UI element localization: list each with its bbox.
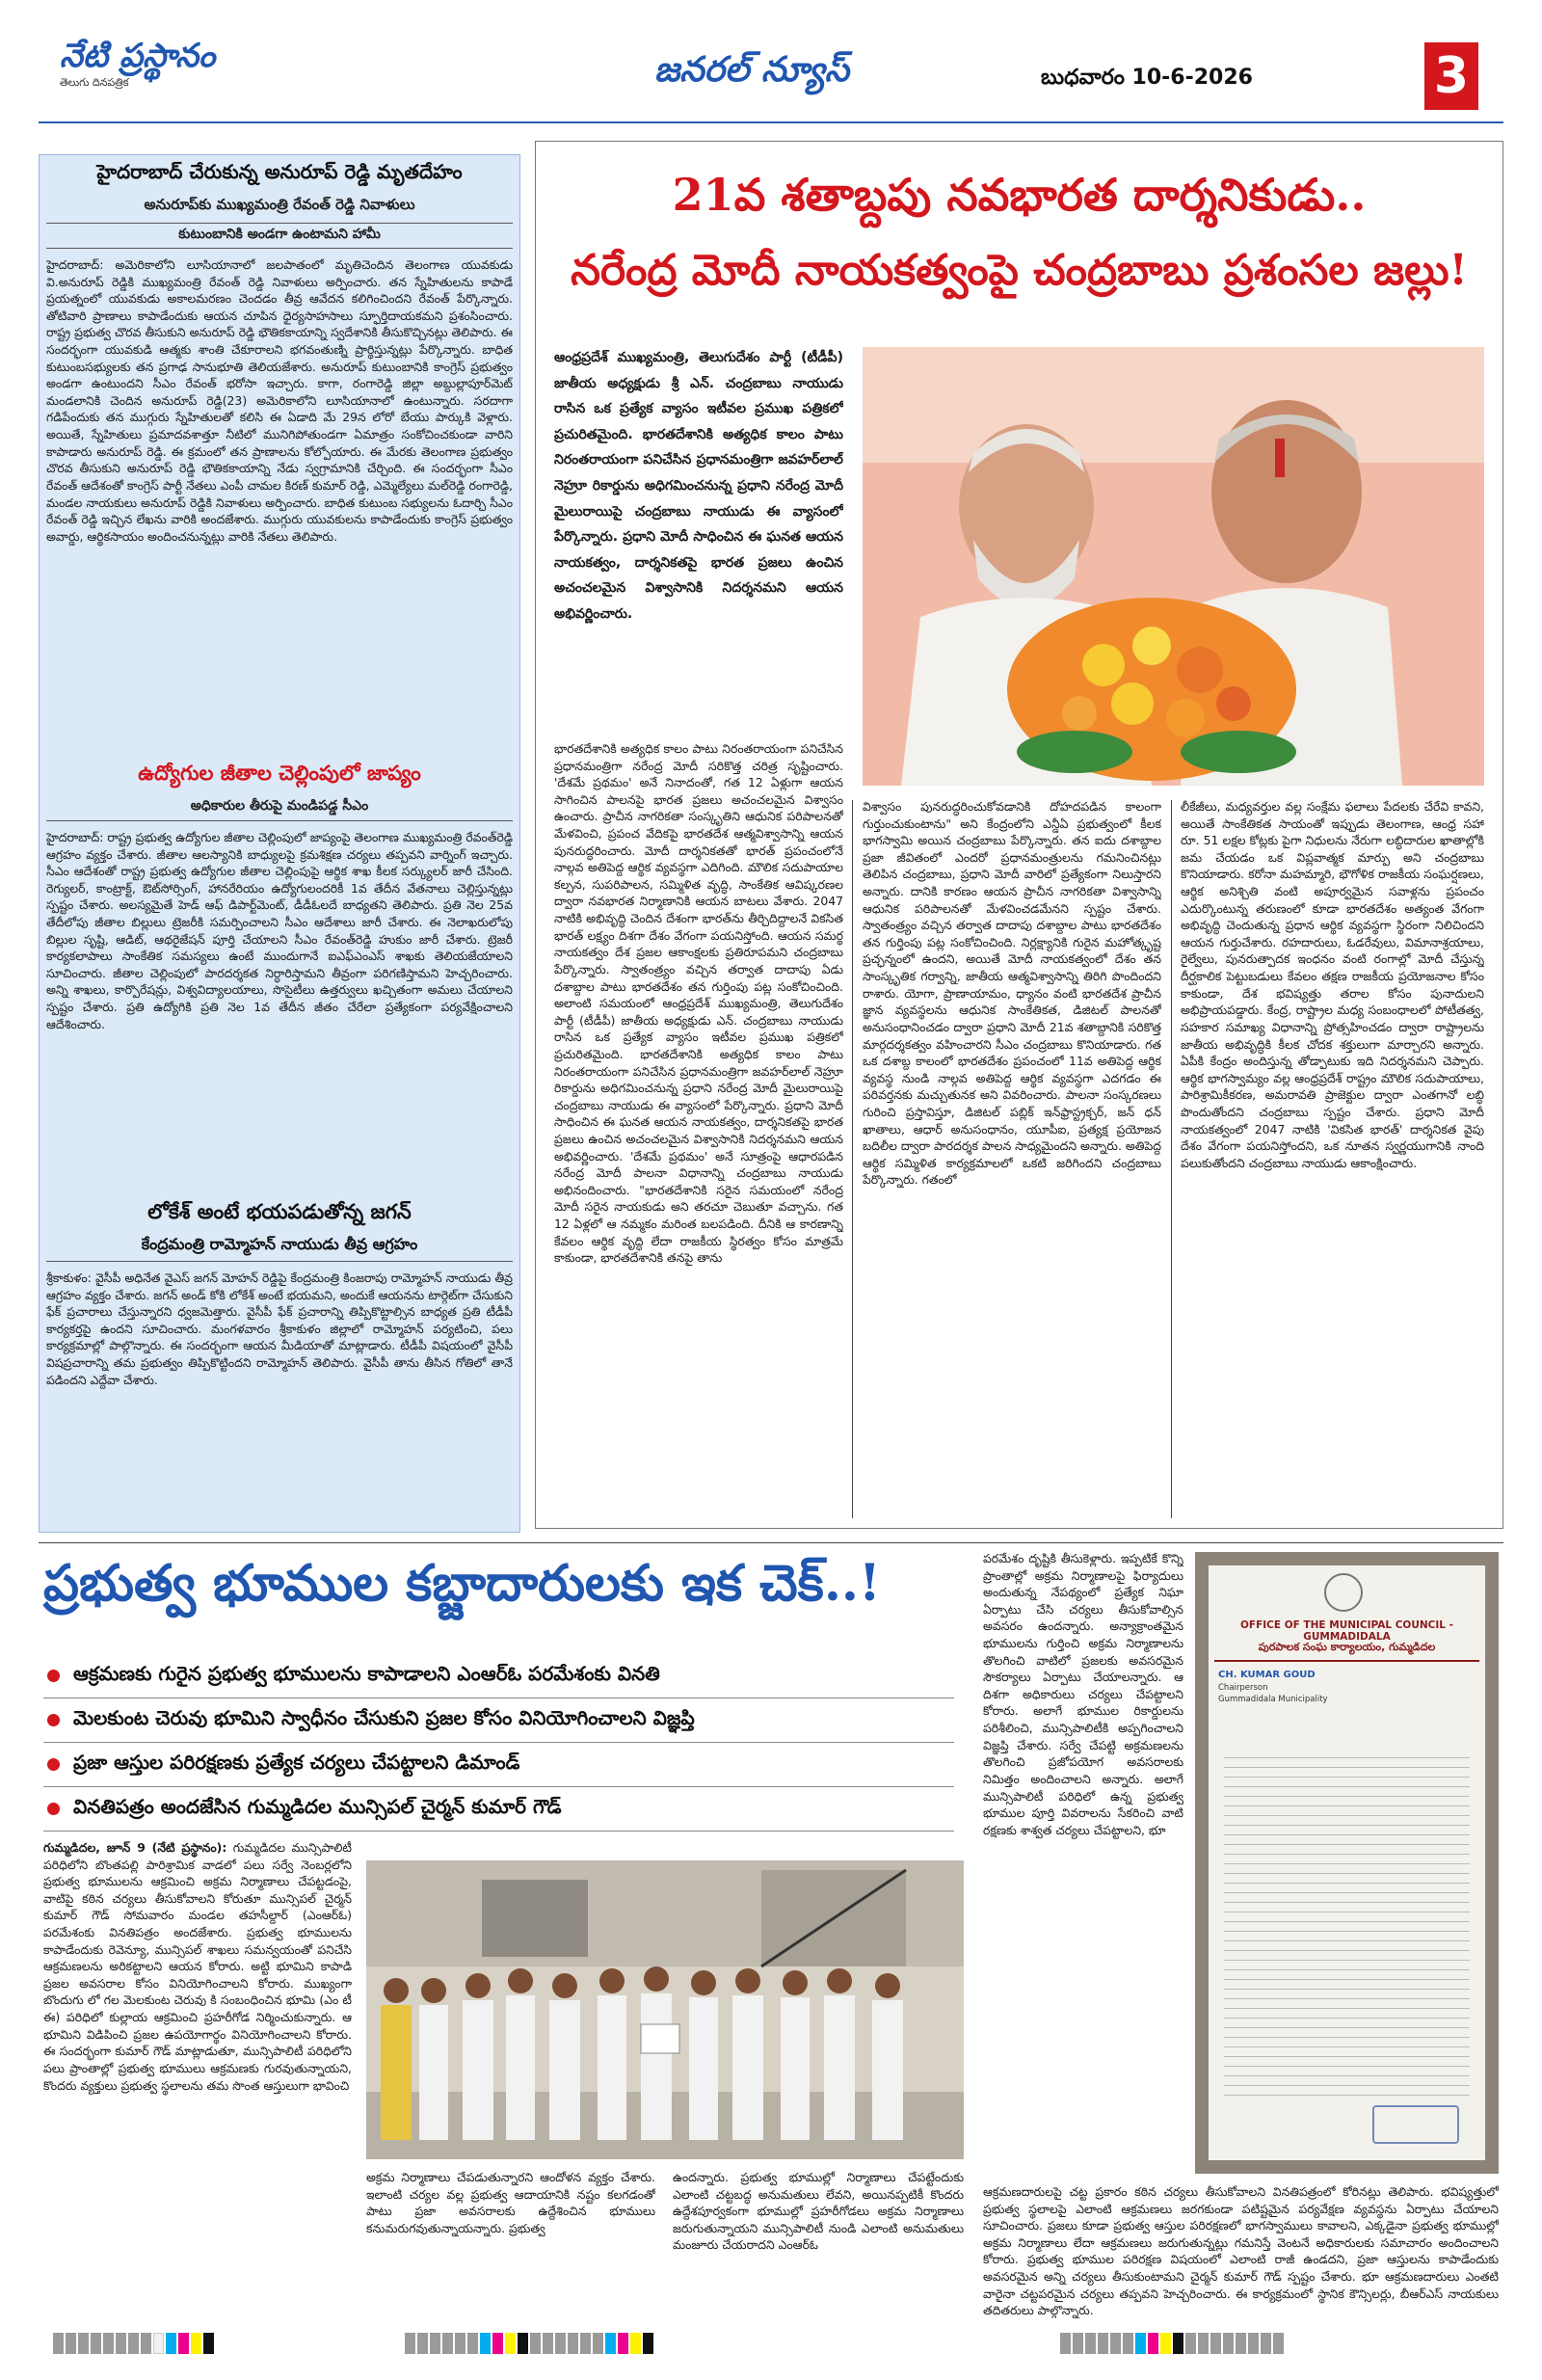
land-right-col-top: పరమేశం దృష్టికి తీసుకెళ్లారు. ఇప్పటికే కొన్ని ప్రాంతాల్లో అక్రమ నిర్మాణాలపై ఫిర్యాదులు అందుతున్న నేపథ్యంలో ప్రత్యేక నిఘా ఏర్పాటు చేసి చర్యలు తీసుకోవాల్సిన అవసరం ఉందన్నారు. అన్యాక్రాంతమైన భూములను గుర్తించి అక్రమ నిర్మాణాలను తొలగించి వాటిలో ప్రజలకు అవసరమైన సౌకర్యాలు ఏర్పాటు చేయాలన్నారు. ఆ దిశగా అధికారులు చర్యలు చేపట్టాలని కోరారు. అలాగే భూముల రికార్డులను పరిశీలించి, మున్సిపాలిటీకి అప్పగించాలని విజ్ఞప్తి చేశారు. సర్వే చేపట్టి అక్రమణలను తొలగించి ప్రజోపయోగ అవసరాలకు నిమిత్తం అందించాలని అన్నారు. అలాగే మున్సిపాలిటీ పరిధిలో ఉన్న ప్రభుత్వ భూముల పూర్తి వివరాలను సేకరించి వాటి రక్షణకు శాశ్వత చర్యలు చేపట్టాలని, భూ	[983, 1551, 1183, 1837]
bullet-text: ప్రజా ఆస్తుల పరిరక్షణకు ప్రత్యేక చర్యలు చేపట్టాలని డిమాండ్	[73, 1751, 520, 1774]
story3	[46, 1200, 513, 1511]
story2-headline: ఉద్యోగుల జీతాల చెల్లింపులో జాప్యం	[138, 762, 421, 785]
story2	[46, 762, 513, 1181]
bullet-dot-icon	[47, 1758, 60, 1771]
lead-headline2: నరేంద్ర మోదీ నాయకత్వంపై చంద్రబాబు ప్రశంసల జల్లు!	[571, 246, 1468, 295]
lead-headline1: 21వ శతాబ్దపు నవభారత దార్శనికుడు..	[672, 169, 1367, 221]
letter-designation: Chairperson	[1218, 1683, 1268, 1693]
page-date: బుధవారం 10-6-2026	[1041, 66, 1253, 90]
lead-col2: విశ్వాసం పునరుద్ధరించుకోవడానికి దోహదపడిన కాలంగా గుర్తుంచుకుంటాను" అని కేంద్రంలోని ఎన్డీఏ ప్రభుత్వంలో కీలక భాగస్వామి అయిన చంద్రబాబు పేర్కొన్నారు. తన ఐదు దశాబ్దాల ప్రజా జీవితంలో ఎందరో ప్రధానమంత్రులను గమనించినట్లు తెలిపిన చంద్రబాబు, ప్రధాని మోదీ వారిలో ప్రత్యేకంగా నిలుస్తారని అన్నారు. దానికి కారణం ఆయన ప్రాచీన నాగరికతా విశ్వాసాన్ని ఆధునిక పరిపాలనతో మేళవించడమేనని స్పష్టం చేశారు. స్వాతంత్ర్యం వచ్చిన తర్వాత దాదాపు దశాబ్దాల పాటు భారతదేశం తన గుర్తింపు పట్ల సంకోచించింది. నిర్లక్ష్యానికి గురైన మహోత్కృష్ట ప్రచ్ఛన్నంలో ఉందని, అయితే మోదీ నాయకత్వంలో దేశం తన సాంస్కృతిక గర్వాన్ని, జాతీయ ఆత్మవిశ్వాసాన్ని తిరిగి పొందిందని రాశారు. యోగా, ప్రాణాయామం, ధ్యానం వంటి భారతదేశ ప్రాచీన జ్ఞాన వ్యవస్థలను ఆధునిక సాంకేతికత, డిజిటల్ పాలనతో అనుసంధానించడం ద్వారా ప్రధాని మోదీ 21వ శతాబ్దానికి సరికొత్త మార్గదర్శకత్వం వహించారని సీఎం చంద్రబాబు కొనియాడారు. గత ఒక దశాబ్ద కాలంలో భారతదేశం ప్రపంచంలో 11వ అతిపెద్ద ఆర్థిక వ్యవస్థ నుండి నాల్గవ అతిపెద్ద ఆర్థిక వ్యవస్థగా ఎదగడం ఈ పరివర్తనకు మచ్చుతునక అని వివరించారు. పాలనా సంస్కరణలు గురించి ప్రస్తావిస్తూ, డిజిటల్ పబ్లిక్ ఇన్‌ఫ్రాస్ట్రక్చర్, జన్ ధన్ ఖాతాలు, ఆధార్ అనుసంధానం, యూపీఐ, ప్రత్యక్ష ప్రయోజన బదిలీల ద్వారా పారదర్శక పాలన సాధ్యమైందని అన్నారు. అతిపెద్ద ఆర్థిక సమ్మిళిత కార్యక్రమాలలో ఒకటి జరిగిందని చంద్రబాబు పేర్కొన్నారు. గతంలో	[863, 799, 1161, 1188]
masthead	[0, 0, 1542, 135]
story3-headline: లోకేశ్ అంటే భయపడుతోన్న జగన్	[147, 1200, 412, 1223]
bullet-dot-icon	[47, 1670, 60, 1682]
photo-illustration	[863, 347, 1484, 786]
bullet-text: వినతిపత్రం అందజేసిన గుమ్మడిదల మున్సిపల్ చైర్మన్ కుమార్ గౌడ్	[73, 1795, 562, 1818]
group-photo-caption-left: అక్రమ నిర్మాణాలు చేపడుతున్నారని ఆందోళన వ్యక్తం చేశారు. ఇలాంటి చర్యల వల్ల ప్రభుత్వ ఆదాయానికి నష్టం కలగడంతో పాటు ప్రజా అవసరాలకు ఉద్దేశించిన భూములు కనుమరుగవుతున్నాయన్నారు. ప్రభుత్వ	[366, 2170, 655, 2235]
land-bullet-1	[43, 1654, 954, 1698]
land-left-body: గుమ్మడిదల మున్సిపాలిటీ పరిధిలోని బొంతపల్లి పారిశ్రామిక వాడలో పలు సర్వే నెంబర్లలోని ప్రభుత్వ భూములను ఆక్రమించి అక్రమ నిర్మాణాలు చేపట్టడంపై, వాటిపై కఠిన చర్యలు తీసుకోవాలని కోరుతూ మున్సిపల్ చైర్మన్ కుమార్ గౌడ్ సోమవారం మండల తహసీల్దార్ (ఎంఆర్ఓ) పరమేశంకు వినతిపత్రం అందజేశారు. ప్రభుత్వ భూములను కాపాడేందుకు రెవెన్యూ, మున్సిపల్ శాఖలు సమన్వయంతో పనిచేసి ఆక్రమణలను అరికట్టాలని ఆయన కోరారు. అట్టి భూమిని కాపాడి ప్రజల అవసరాల కోసం వినియోగించాలని కోరారు. ముఖ్యంగా బొందుగు లో గల మెలకుంట చెరువు కి సంబంధించిన భూమి (ఎం టీ ఈ) పరిధిలో కుల్లాయ ఆక్రమించి ప్రహరీగోడ నిర్మించుకున్నారు. ఆ భూమిని విడిపించి ప్రజల ఉపయోగార్థం వినియోగించాలని కోరారు. ఈ సందర్భంగా కుమార్ గౌడ్ మాట్లాడుతూ, మున్సిపాలిటీ పరిధిలోని పలు ప్రాంతాల్లో ప్రభుత్వ భూములు ఆక్రమణకు గురవుతున్నాయని, కొందరు వ్యక్తులు ప్రభుత్వ స్థలాలను తమ సొంత ఆస్తులుగా భావించి	[43, 1840, 352, 2093]
story1-body: హైదరాబాద్: అమెరికాలోని లూసియానాలో జలపాతంలో మృతిచెందిన తెలంగాణ యువకుడు వి.అనురూప్ రెడ్డికి ముఖ్యమంత్రి రేవంత్ రెడ్డి నివాళులు అర్పించారు. తన స్నేహితులను కాపాడే ప్రయత్నంలో యువకుడు అకాలమరణం చెందడం తీవ్ర ఆవేదన కలిగించిందని రేవంత్ పేర్కొన్నారు. తోటివారి ప్రాణాలు కాపాడేందుకు ఆయన చూపిన ధైర్యసాహసాలు స్ఫూర్తిదాయకమని ప్రశంసించారు. రాష్ట్ర ప్రభుత్వ చొరవ తీసుకుని అనురూప్ రెడ్డి భౌతికకాయాన్ని స్వదేశానికి తీసుకొచ్చినట్లు తెలిపారు. ఈ సందర్భంగా యువకుడి ఆత్మకు శాంతి చేకూరాలని భగవంతుణ్ని ప్రార్థిస్తున్నట్లు పేర్కొన్నారు. బాధిత కుటుంబసభ్యులకు తన ప్రగాఢ సానుభూతి తెలియజేశారు. అనురూప్ కుటుంబానికి కాంగ్రెస్ ప్రభుత్వం అండగా ఉంటుందని సీఎం రేవంత్ భరోసా ఇచ్చారు. కాగా, రంగారెడ్డి జిల్లా అబ్దుల్లాపూర్‌మెట్ మండలానికి చెందిన అనురూప్ రెడ్డి(23) అమెరికాలోని లూసియానాలో ఉంటున్నారు. సరదాగా గడిపేందుకు తన ముగ్గురు స్నేహితులతో కలిసి ఈ ఏడాది మే 29న లోరో బేయు పార్కుకి వెళ్లారు. అయితే, స్నేహితులు ప్రమాదవశాత్తూ నీటిలో మునిగిపోతుండగా ఏమాత్రం సంకోచించకుండా వారిని కాపాడారు అనురూప్ రెడ్డి. ఈ క్రమంలో తన ప్రాణాలను కోల్పోయారు. ఈ మేరకు తెలంగాణ ప్రభుత్వం చొరవ తీసుకుని అనురూప్ రెడ్డి భౌతికకాయాన్ని నేడు స్వగ్రామానికి చేర్చింది. ఈ సందర్భంగా సీఎం రేవంత్ ఆదేశంతో కాంగ్రెస్ పార్టీ నేతలు ఎంపీ చామల కిరణ్ కుమార్ రెడ్డి, ఎమ్మెల్యేలు మల్‌రెడ్డి రంగారెడ్డి, మండల నాయకులు అనురూప్ రెడ్డికి నివాళులు అర్పించారు. బాధిత కుటుంబ సభ్యులను ఓదార్చి సీఎం రేవంత్ రెడ్డి ఇచ్చిన లేఖను వారికి అందజేశారు. ముగ్గురు యువకులను కాపాడేందుకు కాంగ్రెస్ ప్రభుత్వం అవార్డు, ఆర్థికసాయం అందించనున్నట్లు వారికి నేతలు తెలిపారు.	[46, 257, 513, 544]
land-bullet-4	[43, 1787, 954, 1832]
masthead-rule	[39, 121, 1503, 123]
bullet-dot-icon	[47, 1714, 60, 1726]
registration-bar-right	[1060, 2333, 1286, 2354]
lead-col-rule-1	[852, 800, 853, 1518]
bullet-text: ఆక్రమణకు గురైన ప్రభుత్వ భూములను కాపాడాలని ఎంఆర్ఓ పరమేశంకు వినతి	[73, 1662, 660, 1685]
letter-org: Gummadidala Municipality	[1218, 1695, 1328, 1704]
group-photo-illustration	[366, 1860, 964, 2159]
letter-stamp-icon	[1372, 2105, 1459, 2144]
story1-subhead2: కుటుంబానికి అండగా ఉంటామని హామీ	[46, 223, 513, 249]
section-title: జనరల్ న్యూస్	[653, 50, 850, 90]
story1-subhead1: అనురూప్‌కు ముఖ్యమంత్రి రేవంత్ రెడ్డి నివాళులు	[144, 196, 415, 213]
land-bullet-3	[43, 1743, 954, 1787]
group-photo-caption-right: ఉందన్నారు. ప్రభుత్వ భూముల్లో నిర్మాణాలు చేపట్టేందుకు ఎలాంటి చట్టబద్ధ అనుమతులు లేవని, అయినప్పటికీ కొందరు ఉద్దేశపూర్వకంగా భూముల్లో ప్రహరీగోడలు అక్రమ నిర్మాణాలు జరుగుతున్నాయని మున్సిపాలిటీ నుండి ఎలాంటి అనుమతులు మంజూరు చేయరాదని ఎంఆర్ఓ	[673, 2170, 964, 2253]
section-divider	[39, 1542, 1503, 1543]
land-dateline: గుమ్మడిదల, జూన్ 9 (నేటి ప్రస్థానం):	[43, 1840, 227, 1855]
land-headline: ప్రభుత్వ భూముల కబ్జాదారులకు ఇక చెక్..!	[43, 1554, 881, 1613]
registration-bar-mid	[405, 2333, 655, 2354]
lead-intro: ఆంధ్రప్రదేశ్ ముఖ్యమంత్రి, తెలుగుదేశం పార్టీ (టీడీపీ) జాతీయ అధ్యక్షుడు శ్రీ ఎన్. చంద్రబాబు నాయుడు రాసిన ఒక ప్రత్యేక వ్యాసం ఇటీవల ప్రముఖ పత్రికలో ప్రచురితమైంది. భారతదేశానికి అత్యధిక కాలం పాటు నిరంతరాయంగా పనిచేసిన ప్రధానమంత్రిగా జవహర్‌లాల్ నెహ్రూ రికార్డును అధిగమించనున్న ప్రధాని నరేంద్ర మోదీ మైలురాయిపై చంద్రబాబు నాయుడు ఈ వ్యాసంలో పేర్కొన్నారు. ప్రధాని మోదీ సాధించిన ఈ ఘనత ఆయన నాయకత్వం, దార్శనికతపై భారత ప్రజలు ఉంచిన అచంచలమైన విశ్వాసానికి నిదర్శనమని ఆయన అభివర్ణించారు.	[554, 350, 843, 622]
story2-subhead: అధికారుల తీరుపై మండిపడ్డ సీఎం	[46, 798, 513, 821]
story3-subhead: కేంద్రమంత్రి రామ్మోహన్ నాయుడు తీవ్ర ఆగ్రహం	[46, 1235, 513, 1262]
land-left-col	[43, 1839, 352, 2316]
lead-col-rule-2	[1171, 800, 1172, 1518]
paper-name: నేటి ప్రస్థానం	[60, 37, 216, 75]
letter-office-title: OFFICE OF THE MUNICIPAL COUNCIL - GUMMADIDALA	[1240, 1619, 1453, 1643]
story2-body: హైదరాబాద్: రాష్ట్ర ప్రభుత్వ ఉద్యోగుల జీతాల చెల్లింపులో జాప్యంపై తెలంగాణ ముఖ్యమంత్రి రేవంత్‌రెడ్డి ఆగ్రహం వ్యక్తం చేశారు. జీతాల ఆలస్యానికి బాధ్యులపై క్రమశిక్షణ చర్యలు తప్పవని వార్నింగ్ ఇచ్చారు. సీఎం ఆదేశంతో రాష్ట్ర ప్రభుత్వ ఉద్యోగుల జీతాల చెల్లింపుపై ఆర్థిక శాఖ కీలక సర్క్యులర్ జారీ చేసింది. రెగ్యులర్, కాంట్రాక్ట్, ఔట్‌సోర్సింగ్, హానరేరియం ఉద్యోగులందరికీ 1వ తేదీన వేతనాలు చెల్లిస్తున్నట్లు స్పష్టం చేశారు. అలస్యమైతే హెడ్ ఆఫ్ డిపార్ట్‌మెంట్, డీడీఓలదే బాధ్యతని తెలిపారు. ప్రతి నెల 25వ తేదీలోపు జీతాల బిల్లులు ట్రెజరీకి సమర్పించాలని సీఎం ఆదేశాలు జారీ చేశారు. ఈ నెలాఖరులోపు బిల్లుల సృష్టి, ఆడిట్, ఆథరైజేషన్ పూర్తి చేయాలని సీఎం రేవంత్‌రెడ్డి హుకుం జారీ చేశారు. ట్రెజరీ కార్యకలాపాలు సాంకేతిక సమస్యలు ఉంటే ముందుగానే ఐఎఫ్‌ఎంఎస్ శాఖకు తెలియజేయాలని సూచించారు. జీతాల చెల్లింపులో పారదర్శకత నిర్ధారిస్తామని తీవ్రంగా పరిగణిస్తామని హెచ్చరించారు. అన్ని శాఖలు, కార్పొరేషన్లు, విశ్వవిద్యాలయాలు, సొసైటీలు ఉత్తర్వులు ఖచ్చితంగా అమలు చేయాలని స్పష్టం చేశారు. ప్రతి ఉద్యోగికి ప్రతి నెల 1వ తేదీన జీతం చేరేలా ప్రత్యేకంగా పర్యవేక్షించాలని ఆదేశించారు.	[46, 830, 513, 1031]
lead-col1: భారతదేశానికి అత్యధిక కాలం పాటు నిరంతరాయంగా పనిచేసిన ప్రధానమంత్రిగా నరేంద్ర మోదీ సరికొత్త చరిత్ర సృష్టించారు. 'దేశమే ప్రథమం' అనే నినాదంతో, గత 12 ఏళ్లుగా ఆయన సాగించిన పాలనపై భారత ప్రజలు అచంచలమైన విశ్వాసం ఉంచారు. ప్రాచీన నాగరికతా సంస్కృతిని ఆధునిక పరిపాలనతో మేళవించి, ప్రపంచ వేదికపై భారతదేశ ఆత్మవిశ్వాసాన్ని ఆయన పునరుద్ధరించారు. మోదీ దార్శనికతతో భారత్ ప్రపంచంలోనే నాల్గవ అతిపెద్ద ఆర్థిక వ్యవస్థగా ఎదిగింది. మౌలిక సదుపాయాల కల్పన, సుపరిపాలన, సమ్మిళిత వృద్ధి, సాంకేతిక ఆవిష్కరణల ద్వారా నవభారత నిర్మాణానికి ఆయన బాటలు వేశారు. 2047 నాటికి అభివృద్ధి చెందిన దేశంగా భారత్‌ను తీర్చిదిద్దాలనే వికసిత భారత్ లక్ష్యం దిశగా దేశం వేగంగా పయనిస్తోంది. ఆయన సమర్థ నాయకత్వం దేశ ప్రజల ఆకాంక్షలకు ప్రతిరూపమని చంద్రబాబు పేర్కొన్నారు. స్వాతంత్ర్యం వచ్చిన తర్వాత దాదాపు ఏడు దశాబ్దాల పాటు భారతదేశం తన గుర్తింపు పట్ల సంకోచించింది. అలాంటి సమయంలో ఆంధ్రప్రదేశ్ ముఖ్యమంత్రి, తెలుగుదేశం పార్టీ (టీడీపీ) జాతీయ అధ్యక్షుడు ఎన్. చంద్రబాబు నాయుడు రాసిన ఒక ప్రత్యేక వ్యాసం ఇటీవల ప్రముఖ పత్రికలో ప్రచురితమైంది. భారతదేశానికి అత్యధిక కాలం పాటు నిరంతరాయంగా పనిచేసిన ప్రధానమంత్రిగా జవహర్‌లాల్ నెహ్రూ రికార్డును అధిగమించనున్న ప్రధాని నరేంద్ర మోదీ మైలురాయిపై చంద్రబాబు నాయుడు ఈ వ్యాసంలో పేర్కొన్నారు. ప్రధాని మోదీ సాధించిన ఈ ఘనత ఆయన నాయకత్వం, దార్శనికతపై భారత ప్రజలు ఉంచిన అచంచలమైన విశ్వాసానికి నిదర్శనమని ఆయన అభివర్ణించారు. 'దేశమే ప్రథమం' అనే సూత్రంపై ఆధారపడిన నరేంద్ర మోదీ పాలనా విధానాన్ని చంద్రబాబు నాయుడు అభినందించారు. "భారతదేశానికి సరైన సమయంలో నరేంద్ర మోదీ సరైన నాయకుడు అని తరచూ చెబుతూ వచ్చాను. గత 12 ఏళ్లలో ఆ నమ్మకం మరింత బలపడింది. దీనికి ఆ కారణాన్ని కేవలం ఆర్థిక వృద్ధి లేదా రాజకీయ స్థిరత్వం కోసం మాత్రమే కాకుండా, భారతదేశానికి తనపై తాను	[554, 741, 843, 1266]
letter-emblem-icon	[1324, 1573, 1363, 1612]
land-bullet-2	[43, 1698, 954, 1743]
modi-chandrababu-photo	[863, 347, 1484, 786]
letter-signatory: CH. KUMAR GOUD	[1218, 1670, 1316, 1680]
paper-tagline: తెలుగు దినపత్రిక	[60, 76, 129, 90]
letter-page	[1209, 1565, 1485, 2160]
petition-letter-image	[1195, 1552, 1499, 2174]
land-right-col-bottom: ఆక్రమణదారులపై చట్ట ప్రకారం కఠిన చర్యలు తీసుకోవాలని వినతిపత్రంలో కోరినట్లు తెలిపారు. భవిష్యత్తులో ప్రభుత్వ స్థలాలపై ఎలాంటి ఆక్రమణలు జరగకుండా పటిష్టమైన పర్యవేక్షణ వ్యవస్థను ఏర్పాటు చేయాలని సూచించారు. ప్రజలు కూడా ప్రభుత్వ ఆస్తుల పరిరక్షణలో భాగస్వాములు కావాలని, ఎక్కడైనా ప్రభుత్వ భూముల్లో అక్రమ నిర్మాణాలు లేదా ఆక్రమణలు జరుగుతున్నట్లు గమనిస్తే వెంటనే అధికారులకు సమాచారం అందించాలని కోరారు. ప్రభుత్వ భూముల పరిరక్షణ విషయంలో ఎలాంటి రాజీ ఉండదని, ప్రజా ఆస్తులను కాపాడేందుకు అవసరమైన అన్ని చర్యలు తీసుకుంటామని చైర్మన్ కుమార్ గౌడ్ స్పష్టం చేశారు. భూ ఆక్రమణదారులు ఎంతటి వారైనా చట్టపరమైన చర్యలు తప్పవని హెచ్చరించారు. ఈ కార్యక్రమంలో స్థానిక కౌన్సిలర్లు, బీఆర్ఎస్ నాయకులు తదితరులు పాల్గొన్నారు.	[983, 2184, 1499, 2318]
story3-body: శ్రీకాకుళం: వైసీపీ అధినేత వైఎస్ జగన్ మోహన్ రెడ్డిపై కేంద్రమంత్రి కింజరాపు రామ్మోహన్ నాయుడు తీవ్ర ఆగ్రహం వ్యక్తం చేశారు. జగన్ అండ్ కోకి లోకేశ్ అంటే భయమని, అందుకే ఆయనను టార్గెట్‌గా చేసుకుని ఫేక్ ప్రచారాలు చేస్తున్నారని ధ్వజమెత్తారు. వైసీపీ ఫేక్ ప్రచారాన్ని తిప్పికొట్టాల్సిన బాధ్యత ప్రతి టీడీపీ కార్యకర్తపై ఉందని సూచించారు. మంగళవారం శ్రీకాకుళం జిల్లాలో రామ్మోహన్ పర్యటించి, పలు కార్యక్రమాల్లో పాల్గొన్నారు. ఈ సందర్భంగా ఆయన మీడియాతో మాట్లాడారు. టీడీపీ విషయంలో వైసీపీ విషప్రచారాన్ని తమ ప్రభుత్వం తిప్పికొట్టిందని రామ్మోహన్ తెలిపారు. వైసీపీ తాను తీసిన గోతిలో తానే పడిందని ఎద్దేవా చేశారు.	[46, 1270, 513, 1387]
story1-headline: హైదరాబాద్ చేరుకున్న అనురూప్ రెడ్డి మృతదేహం	[96, 160, 463, 183]
letter-body-lines	[1224, 1749, 1470, 2096]
lead-col3: లీకేజీలు, మధ్యవర్తుల వల్ల సంక్షేమ ఫలాలు పేదలకు చేరేవి కావని, అయితే సాంకేతికత సాయంతో ఇప్పుడు తెలంగాణ, ఆంధ్ర సహా రూ. 51 లక్షల కోట్లకు పైగా నిధులను నేరుగా లబ్ధిదారుల ఖాతాల్లోకి జమ చేయడం ఒక విప్లవాత్మక మార్పు అని చంద్రబాబు కొనియాడారు. కరోనా మహమ్మారి, భౌగోళిక రాజకీయ సంఘర్షణలు, ఆర్థిక అనిశ్చితి వంటి అపూర్వమైన సవాళ్లను ప్రపంచం ఎదుర్కొంటున్న తరుణంలో కూడా భారతదేశం అత్యంత వేగంగా అభివృద్ధి చెందుతున్న ప్రధాన ఆర్థిక వ్యవస్థగా స్థిరంగా నిలిచిందని ఆయన గుర్తుచేశారు. రహదారులు, ఓడరేవులు, విమానాశ్రయాలు, రైల్వేలు, పునరుత్పాదక ఇంధనం వంటి రంగాల్లో మోదీ చేస్తున్న దీర్ఘకాలిక పెట్టుబడులు కేవలం తక్షణ రాజకీయ ప్రయోజనాల కోసం కాకుండా, దేశ భవిష్యత్తు తరాల కోసం పునాదులని అభిప్రాయపడ్డారు. కేంద్ర, రాష్ట్రాల మధ్య సంబంధాలలో పోటీతత్వ, సహకార సమాఖ్య విధానాన్ని ప్రోత్సహించడం ద్వారా రాష్ట్రాలను జాతీయ అభివృద్ధికి కీలక చోదక శక్తులుగా మార్చారని అన్నారు. ఏపీకి కేంద్రం అందిస్తున్న తోడ్పాటుకు ఇది నిదర్శనమని చెప్పారు. ఆర్థిక భాగస్వామ్యం వల్ల ఆంధ్రప్రదేశ్ రాష్ట్రం మౌలిక సదుపాయాలు, పారిశ్రామికీకరణ, అమరావతి ప్రాజెక్టుల ద్వారా ఎంతగానో లబ్ధి పొందుతోందని చంద్రబాబు స్పష్టం చేశారు. ప్రధాని మోదీ నాయకత్వంలో 2047 నాటికి 'వికసిత భారత్' దార్శనికత వైపు దేశం వేగంగా పయనిస్తోందని, ఒక నూతన స్వర్ణయుగానికి నాంది పలుకుతోందని చంద్రబాబు నాయుడు ఆకాంక్షించారు.	[1181, 799, 1484, 1170]
letter-office-title-te: పురపాలక సంఘ కార్యాలయం, గుమ్మడిదల	[1258, 1641, 1436, 1653]
bullet-text: మెలకుంట చెరువు భూమిని స్వాధీనం చేసుకుని ప్రజల కోసం వినియోగించాలని విజ్ఞప్తి	[73, 1706, 695, 1729]
group-photo	[366, 1860, 964, 2159]
page-number: 3	[1424, 42, 1478, 110]
story1	[46, 160, 513, 785]
registration-bar-left	[53, 2333, 216, 2354]
bullet-dot-icon	[47, 1803, 60, 1815]
paper-logo	[60, 39, 281, 92]
